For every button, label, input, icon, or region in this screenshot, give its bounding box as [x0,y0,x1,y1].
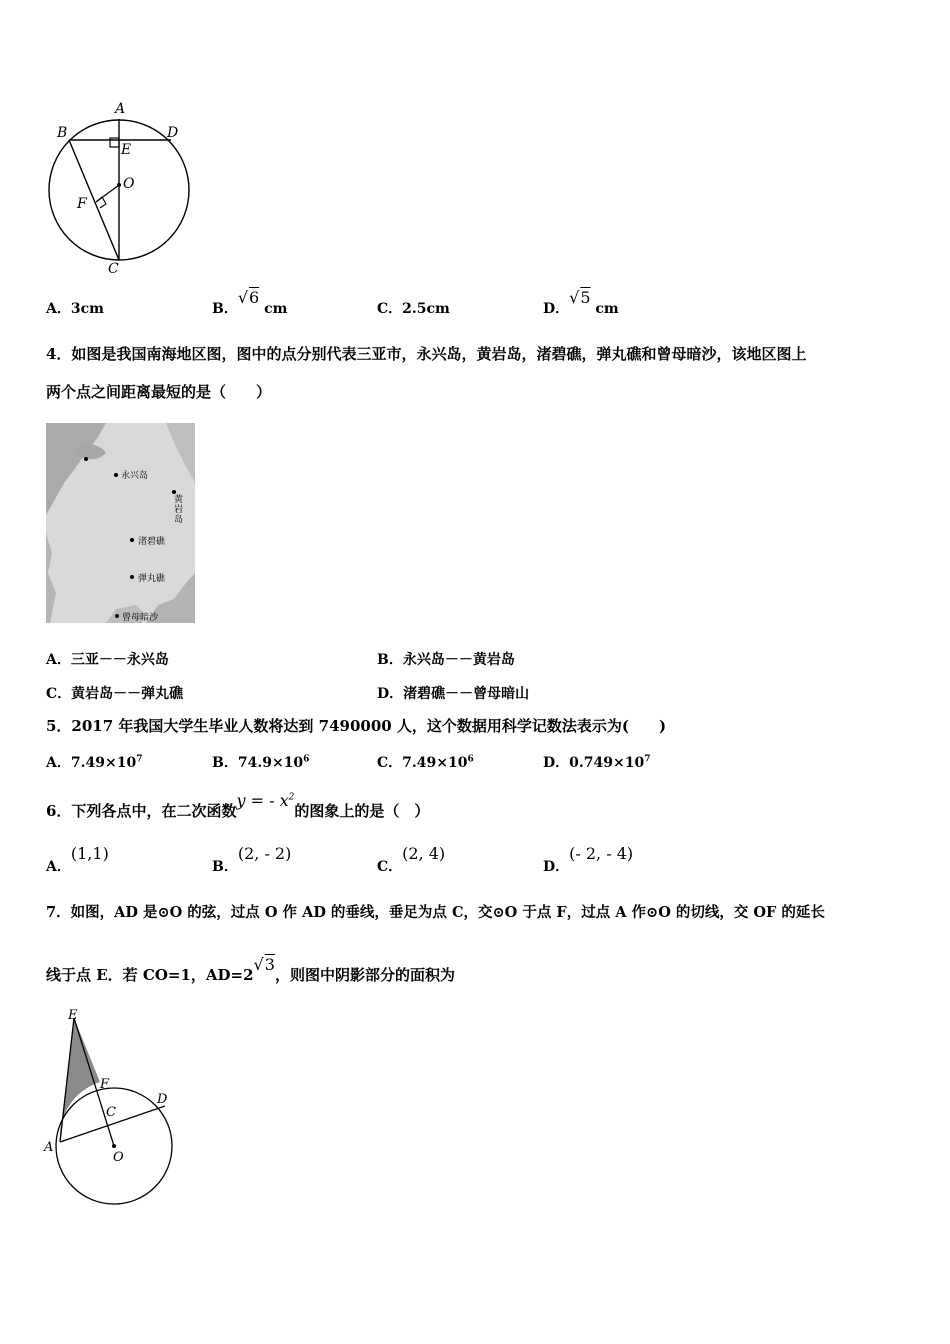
q5-option-b[interactable]: B．$74.9\times 10^6$ [212,754,310,771]
q6-option-c[interactable]: C．(2, 4) [377,844,446,875]
q5-option-d[interactable]: D．$0.749\times 10^7$ [543,754,651,771]
q4-option-d[interactable]: D．渚碧礁－－曾母暗山 [377,686,530,702]
map-label-huangyan: 黄岩岛 [174,495,184,525]
q4-stem-line2: 两个点之间距离最短的是（ ） [46,383,272,401]
q3-option-c[interactable]: C．2.5cm [377,301,450,317]
map-label-zhubi: 渚碧礁 [138,537,166,547]
sqrt-5: √5 [569,288,591,307]
q3-option-b[interactable]: B．√6 cm [212,288,288,317]
label-D: D [167,125,179,141]
fig7-label-C: C [106,1105,116,1120]
fig7-label-F: F [100,1077,110,1092]
q6-option-d[interactable]: D．(- 2, - 4) [543,844,634,875]
q4-option-a[interactable]: A．三亚－－永兴岛 [46,652,169,668]
sqrt-6: √6 [237,288,260,307]
q6-formula: y = - $x^2$ [236,791,295,811]
q6-option-b[interactable]: B．(2, - 2) [212,844,292,875]
q4-stem-line1: 4．如图是我国南海地区图，图中的点分别代表三亚市，永兴岛，黄岩岛，渚碧礁，弹丸礁和曾母暗沙，该地区图上 [46,345,807,363]
q3-option-d[interactable]: D．√5 cm [543,288,619,317]
q5-option-a[interactable]: A．$7.49\times 10^7$ [46,754,143,771]
figure-q7-circle [40,1005,190,1210]
label-A: A [115,101,126,117]
map-label-yongxing: 永兴岛 [121,471,149,481]
label-E: E [121,142,132,158]
map-label-danwan: 弹丸礁 [138,574,166,584]
map-label-zengmu: 曾母暗沙 [122,613,159,623]
q4-option-c[interactable]: C．黄岩岛－－弹丸礁 [46,686,184,702]
q6-stem: 6．下列各点中，在二次函数y = - $x^2$的图象上的是（ ） [46,791,430,821]
q3-option-a[interactable]: A．3cm [46,301,104,317]
sqrt-3: √3 [253,955,275,974]
fig7-label-A: A [44,1140,54,1155]
figure-q3-circle [40,95,200,275]
q5-stem: 5．2017 年我国大学生毕业人数将达到 7490000 人，这个数据用科学记数法表示为( ) [46,717,667,735]
south-china-sea-map [46,423,195,623]
fig7-label-O: O [113,1150,124,1165]
label-B: B [57,125,68,141]
label-C: C [108,261,119,275]
label-O: O [123,176,135,192]
label-F: F [77,196,87,212]
fig7-label-D: D [157,1092,168,1107]
fig7-label-E: E [68,1008,78,1023]
q6-option-a[interactable]: A．(1,1) [46,844,109,875]
q5-option-c[interactable]: C．$7.49\times 10^6$ [377,754,474,771]
q4-option-b[interactable]: B．永兴岛－－黄岩岛 [377,652,515,668]
q7-stem-line1: 7．如图，AD 是⊙O 的弦，过点 O 作 AD 的垂线，垂足为点 C，交⊙O 于点 F，过点 A 作⊙O 的切线，交 OF 的延长 [46,904,825,921]
q7-stem-line2: 线于点 E．若 CO=1，AD=2√3，则图中阴影部分的面积为 [46,955,455,984]
